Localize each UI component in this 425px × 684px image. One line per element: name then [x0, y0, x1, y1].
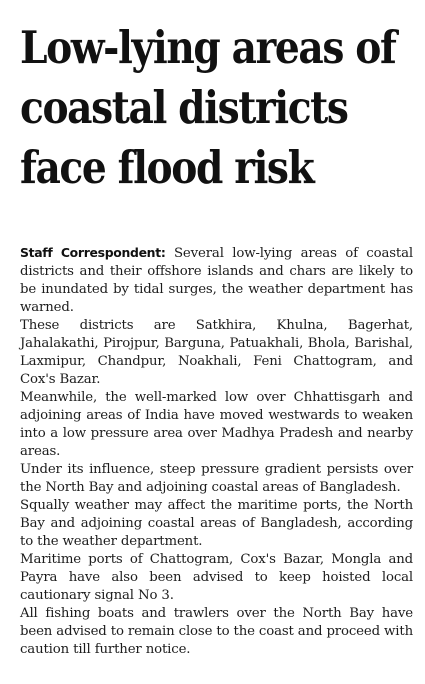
paragraph-districts: These districts are Satkhira, Khulna, Bagerhat, Jahalakathi, Pirojpur, Barguna, Patuakhali, Bhola, Barishal, Laxmipur, Chandpur, Noakhali, Feni Chattogram, and Cox's Bazar.: [20, 318, 413, 387]
headline-line-3: face flood risk: [20, 141, 314, 194]
headline-line-2: coastal districts: [20, 81, 348, 134]
paragraph-pressure-gradient: Under its influence, steep pressure gradient persists over the North Bay and adjoining coastal areas of Bangladesh.: [20, 462, 413, 495]
paragraph-low-pressure: Meanwhile, the well-marked low over Chhattisgarh and adjoining areas of India have moved westwards to weaken into a low pressure area over Madhya Pradesh and nearby areas.: [20, 390, 413, 459]
headline: [20, 18, 396, 198]
paragraph-fishing-boats: All fishing boats and trawlers over the North Bay have been advised to remain close to the coast and proceed with caution till further notice.: [20, 606, 413, 657]
byline: Staff Correspondent:: [20, 245, 166, 260]
paragraph-text: Several low-lying areas of coastal districts and their offshore islands and chars are likely to be inundated by tidal surges, the weather department has warned.: [20, 246, 413, 315]
paragraph-squally-weather: Squally weather may affect the maritime ports, the North Bay and adjoining coastal areas of Bangladesh, according to the weather department.: [20, 498, 413, 549]
paragraph-signal: Maritime ports of Chattogram, Cox's Bazar, Mongla and Payra have also been advised to keep hoisted local cautionary signal No 3.: [20, 552, 413, 603]
headline-line-1: Low-lying areas of: [20, 21, 396, 74]
article-body: [20, 244, 413, 659]
paragraph-intro: [20, 244, 413, 317]
